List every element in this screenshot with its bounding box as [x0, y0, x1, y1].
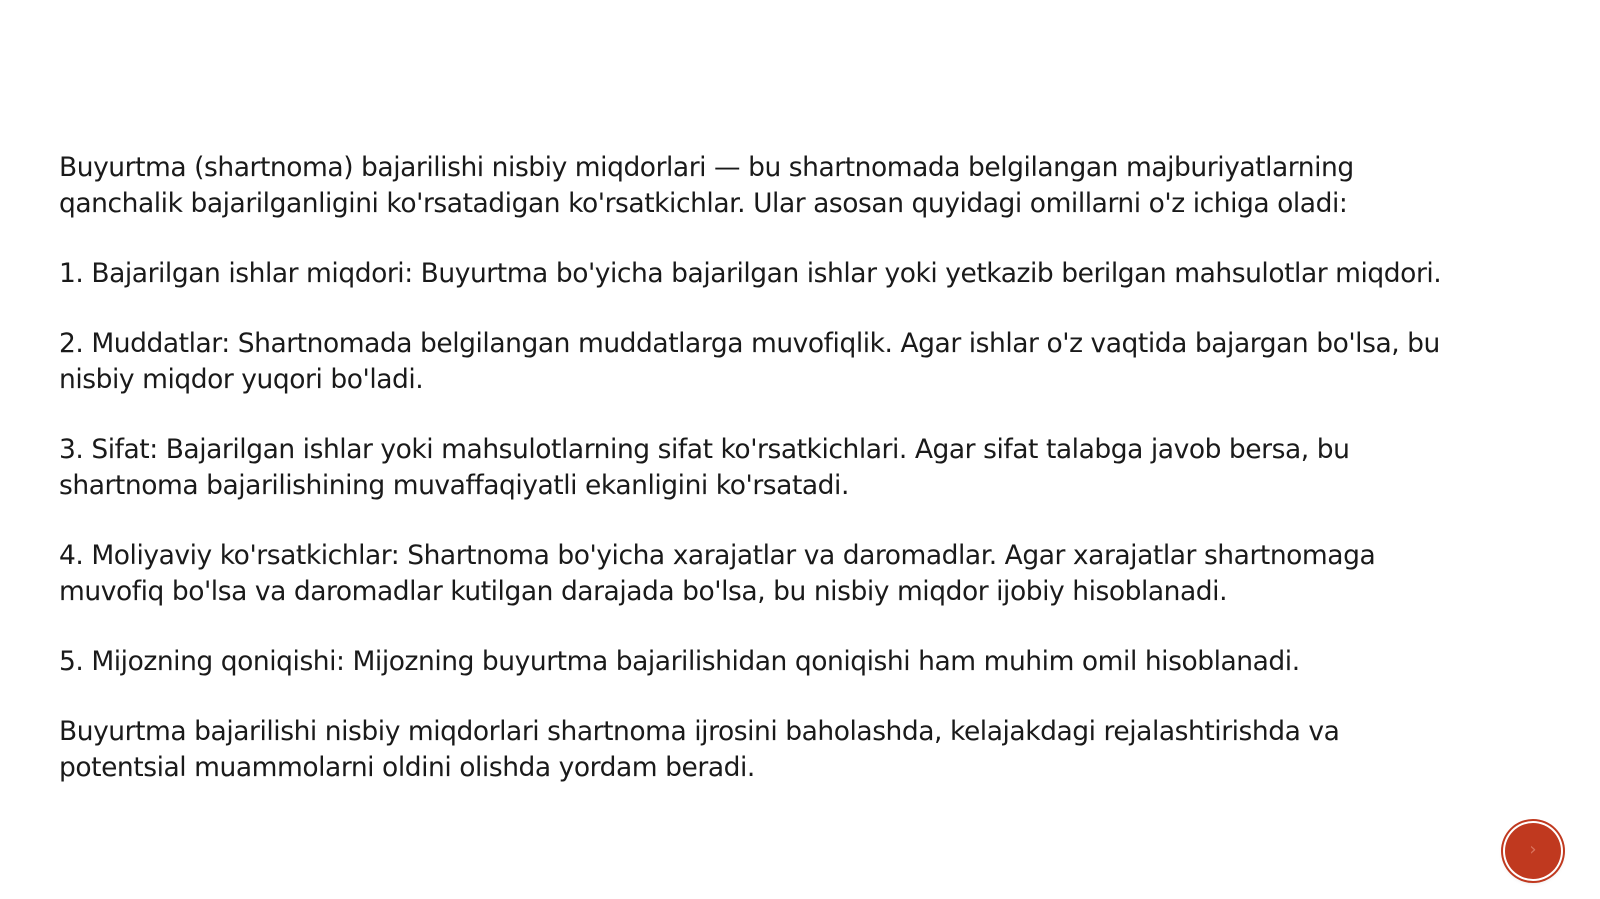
list-item-2	[59, 326, 1569, 398]
text-line: 3. Sifat: Bajarilgan ishlar yoki mahsulotlarning sifat ko'rsatkichlari. Agar sifat talabga javob bersa, bu	[59, 434, 1350, 465]
text-line: nisbiy miqdor yuqori bo'ladi.	[59, 364, 424, 395]
text-line: 2. Muddatlar: Shartnomada belgilangan muddatlarga muvofiqlik. Agar ishlar o'z vaqtida bajargan bo'lsa, bu	[59, 328, 1440, 359]
conclusion-paragraph	[59, 714, 1569, 786]
text-line: potentsial muammolarni oldini olishda yordam beradi.	[59, 752, 755, 783]
slide-body	[59, 150, 1569, 820]
list-item-4	[59, 538, 1569, 610]
text-line: muvofiq bo'lsa va daromadlar kutilgan darajada bo'lsa, bu nisbiy miqdor ijobiy hisoblanadi.	[59, 576, 1228, 607]
list-item-1	[59, 256, 1569, 292]
text-line: shartnoma bajarilishining muvaffaqiyatli ekanligini ko'rsatadi.	[59, 470, 849, 501]
text-line: 4. Moliyaviy ko'rsatkichlar: Shartnoma bo'yicha xarajatlar va daromadlar. Agar xarajatlar shartnomaga	[59, 540, 1376, 571]
next-slide-icon: ›	[1529, 839, 1537, 860]
text-line: 5. Mijozning qoniqishi: Mijozning buyurtma bajarilishidan qoniqishi ham muhim omil hisoblanadi.	[59, 646, 1300, 677]
text-line: qanchalik bajarilganligini ko'rsatadigan ko'rsatkichlar. Ular asosan quyidagi omillarni o'z ichiga oladi:	[59, 188, 1348, 219]
text-line: 1. Bajarilgan ishlar miqdori: Buyurtma bo'yicha bajarilgan ishlar yoki yetkazib berilgan mahsulotlar miqdori.	[59, 258, 1442, 289]
intro-paragraph	[59, 150, 1569, 222]
text-line: Buyurtma bajarilishi nisbiy miqdorlari shartnoma ijrosini baholashda, kelajakdagi rejalashtirishda va	[59, 716, 1340, 747]
list-item-5	[59, 644, 1569, 680]
list-item-3	[59, 432, 1569, 504]
next-slide-button[interactable]	[1505, 823, 1561, 879]
text-line: Buyurtma (shartnoma) bajarilishi nisbiy miqdorlari — bu shartnomada belgilangan majburiyatlarning	[59, 152, 1354, 183]
